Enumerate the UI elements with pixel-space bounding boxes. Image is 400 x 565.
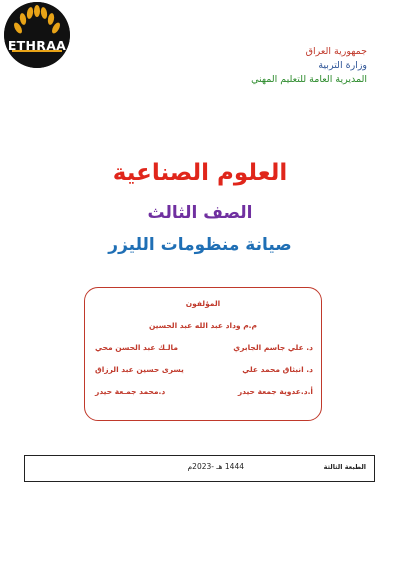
edition-year: 1444 هـ -2023م	[187, 462, 244, 471]
laurel-wreath-icon	[4, 2, 70, 68]
author-name: أ.د.عدوية جمعة حيدر	[237, 387, 313, 396]
logo-text: ETHRAA	[7, 38, 67, 53]
author-name: د. علي جاسم الجابري	[233, 343, 313, 352]
author-lead: م.م وداد عبد الله عبد الحسين	[148, 321, 258, 330]
authors-heading: المؤلفون	[185, 299, 221, 308]
authors-box	[84, 287, 322, 421]
edition-label: الطبعة الثالثة	[323, 463, 366, 471]
author-name: د. انبثاق محمد علي	[242, 365, 313, 374]
authors-row	[85, 387, 321, 399]
author-name: يسرى حسين عبد الرزاق	[95, 365, 184, 374]
author-name: مالـك عبد الحسن محي	[95, 343, 178, 352]
authors-row	[85, 365, 321, 377]
directorate-line: المديرية العامة للتعليم المهني	[251, 74, 367, 85]
edition-box	[24, 455, 375, 482]
author-name: د.محمد جمـعة حيدر	[95, 387, 166, 396]
ministry-line: وزارة التربية	[318, 60, 367, 71]
authors-row	[85, 343, 321, 355]
subject-title: العلوم الصناعية	[112, 160, 288, 186]
book-title: صيانة منظومات الليزر	[108, 235, 292, 255]
ministry-header	[251, 45, 367, 87]
country-line: جمهورية العراق	[305, 46, 367, 57]
ethraa-logo	[4, 2, 70, 68]
grade-title: الصف الثالث	[147, 203, 253, 223]
